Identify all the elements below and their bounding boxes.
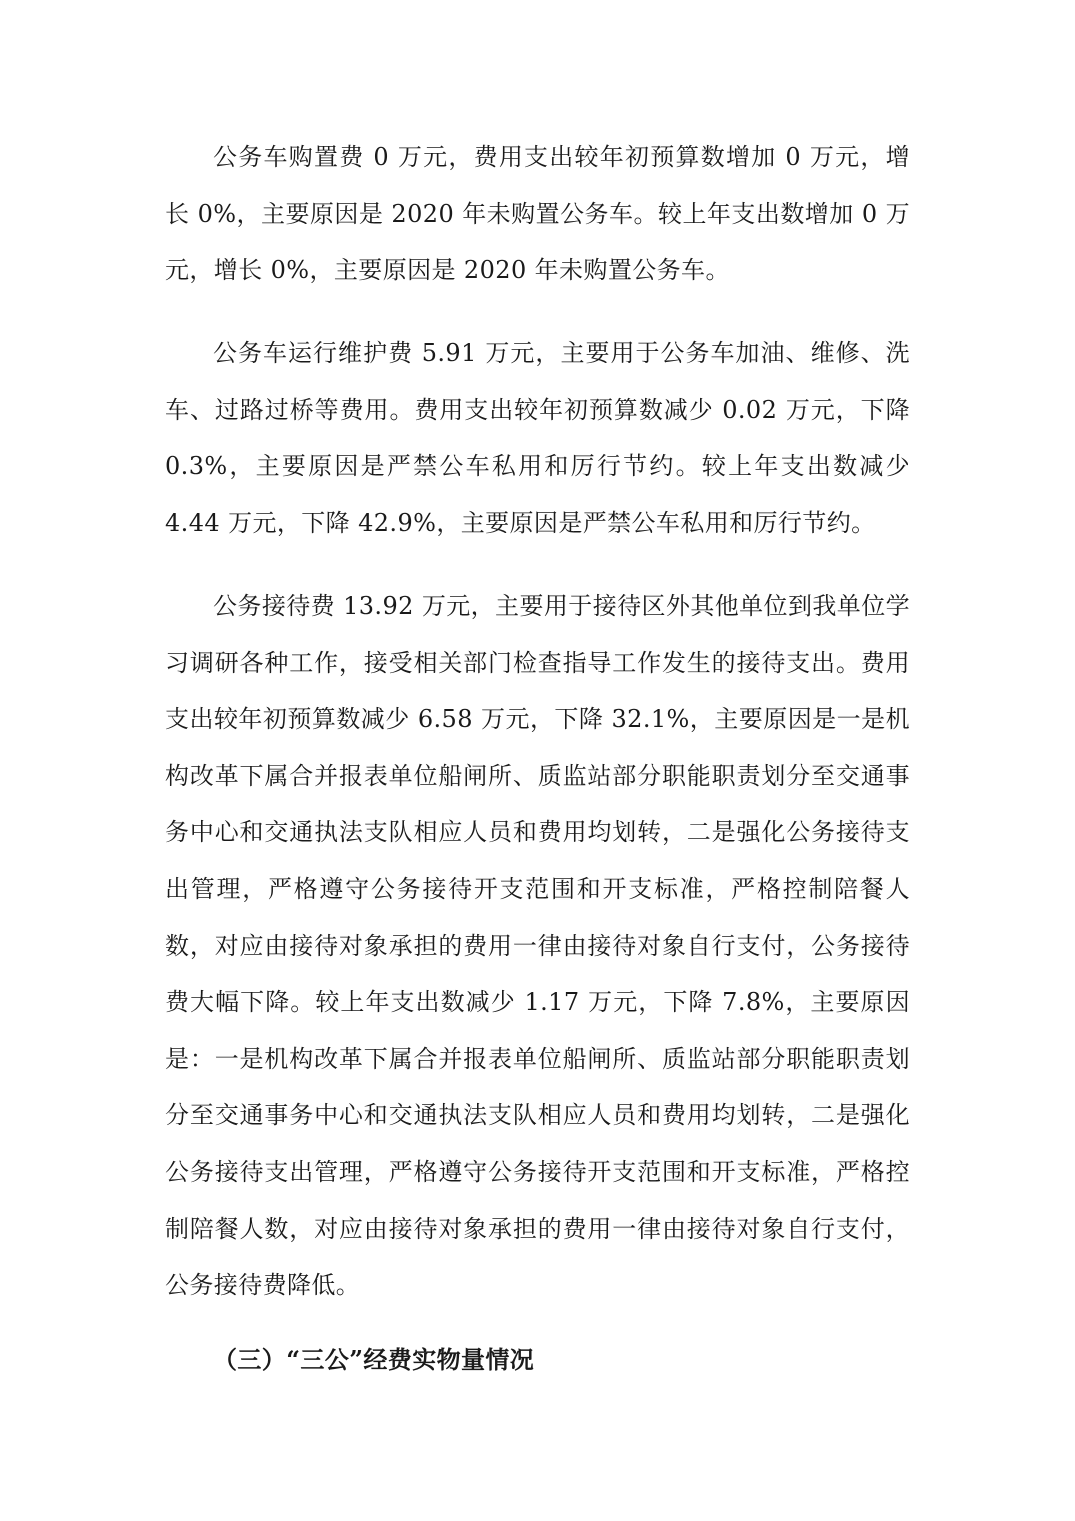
paragraph-vehicle-maintenance: 公务车运行维护费 5.91 万元，主要用于公务车加油、维修、洗车、过路过桥等费用。费用支出较年初预算数减少 0.02 万元，下降 0.3%，主要原因是严禁公车私用和厉行节约。较上年支出数减少 4.44 万元，下降 42.9%，主要原因是严禁公车私用和厉行节约。 <box>165 339 910 537</box>
paragraph-official-reception: 公务接待费 13.92 万元，主要用于接待区外其他单位到我单位学习调研各种工作，接受相关部门检查指导工作发生的接待支出。费用支出较年初预算数减少 6.58 万元，下降 32.1%，主要原因是一是机构改革下属合并报表单位船闸所、质监站部分职能职责划分至交通事务中心和交通执法支队相应人员和费用均划转，二是强化公务接待支出管理，严格遵守公务接待开支范围和开支标准，严格控制陪餐人数，对应由接待对象承担的费用一律由接待对象自行支付，公务接待费大幅下降。较上年支出数减少 1.17 万元，下降 7.8%，主要原因是：一是机构改革下属合并报表单位船闸所、质监站部分职能职责划分至交通事务中心和交通执法支队相应人员和费用均划转，二是强化公务接待支出管理，严格遵守公务接待开支范围和开支标准，严格控制陪餐人数，对应由接待对象承担的费用一律由接待对象自行支付，公务接待费降低。 <box>165 592 910 1300</box>
paragraph-vehicle-purchase: 公务车购置费 0 万元，费用支出较年初预算数增加 0 万元，增长 0%，主要原因是 2020 年未购置公务车。较上年支出数增加 0 万元，增长 0%，主要原因是 2020 年未购置公务车。 <box>165 143 910 285</box>
section-heading: （三）“三公”经费实物量情况 <box>213 1345 535 1374</box>
